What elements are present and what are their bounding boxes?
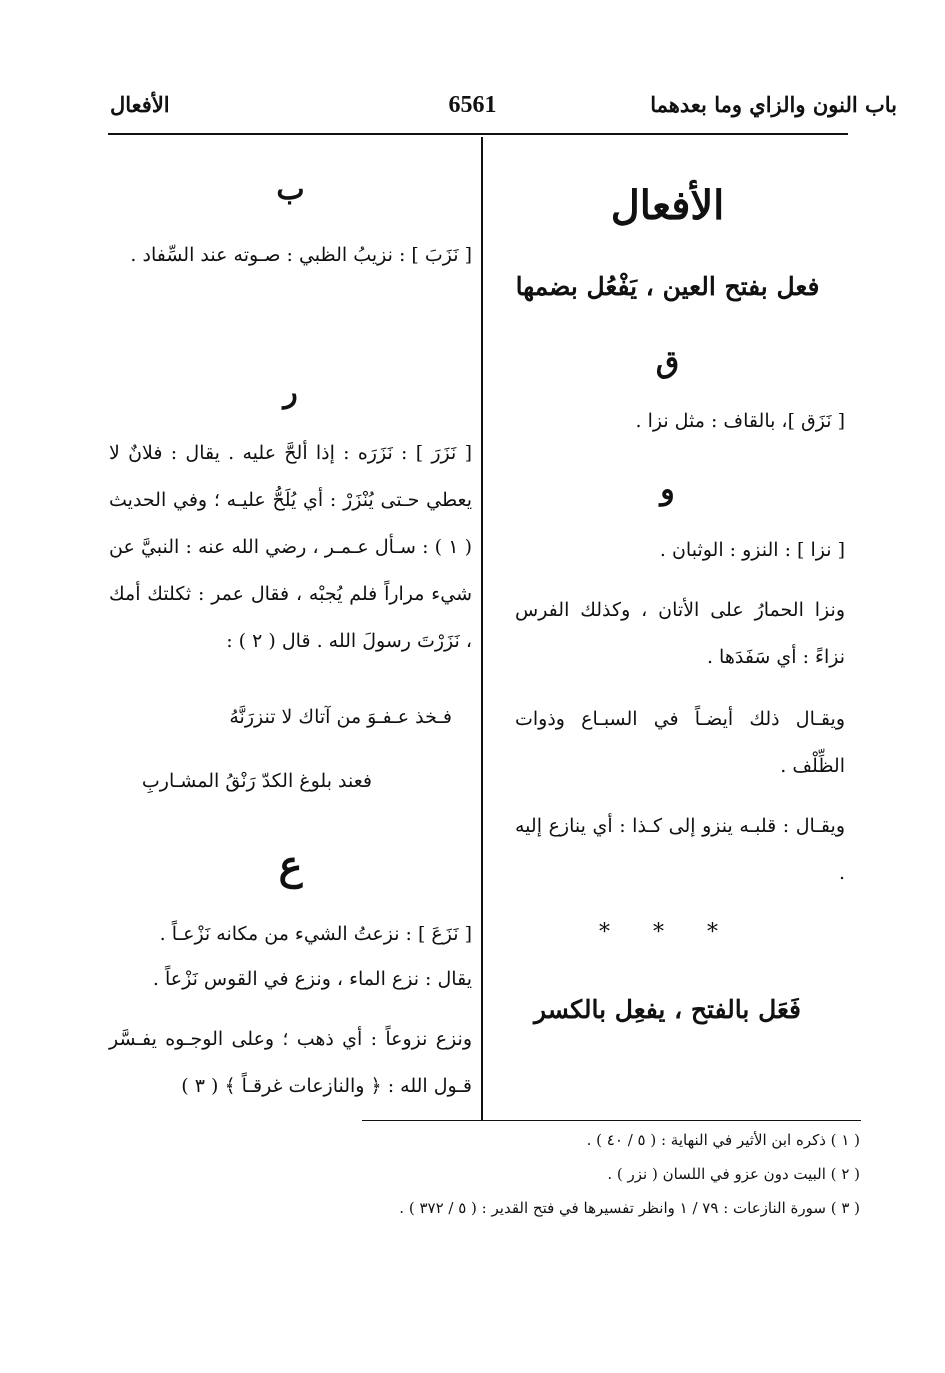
page-number: 6561 xyxy=(448,92,497,118)
footnote-rule xyxy=(362,1120,861,1121)
running-header-chapter: باب النون والزاي وما بعدهما xyxy=(650,92,897,117)
entry-nazar: [ نَزَرَ ] : نَزَرَه : إذا ألحَّ عليه . يقال : فلانٌ لا يعطي حـتى يُنْزَرْ : أي يُلَحُّ عليـه ؛ وفي الحديث ( ١ ) : سـأل عـمـر ، رضي الله عنه : النبيَّ عن شيء مراراً فلم يُجبْه ، فقال عمر : ثكلتك أمك ، نَزَرْتَ رسولَ الله . قال ( ٢ ) : xyxy=(109,442,473,652)
poem-verse-1: فـخذ عـفـوَ من آتاك لا تنزرَنَّهُ xyxy=(229,706,452,728)
section-subtitle-2: فَعَل بالفتح ، يفعِل بالكسر xyxy=(533,995,802,1024)
entry-naza-a-continued: يقال : نزع الماء ، ونزع في القوس نَزْعاً . xyxy=(152,968,472,990)
letter-heading-ba: ب xyxy=(276,172,305,207)
section-subtitle: فعل بفتح العين ، يَفْعُل بضمها xyxy=(515,272,820,301)
letter-heading-qaf: ق xyxy=(655,345,680,380)
section-separator-stars: * * * xyxy=(599,920,736,945)
section-title: الأفعال xyxy=(610,182,725,229)
entry-naza-a: [ نَزَعَ ] : نزعتُ الشيء من مكانه نَزْعـاً . xyxy=(159,923,472,945)
letter-heading-waw: و xyxy=(660,472,675,507)
poem-verse-2: فعند بلوغ الكدّ رَنْقُ المشـاربِ xyxy=(141,770,372,792)
running-header-section: الأفعال xyxy=(110,92,170,117)
header-rule xyxy=(108,133,848,135)
entry-naza: [ نزا ] : النزو : الوثبان . xyxy=(659,539,845,561)
entry-nuzu: ونزع نزوعاً : أي ذهب ؛ وعلى الوجـوه يفـسَّر قـول الله : ﴿ والنازعات غرقـاً ﴾ ( ٣ ) xyxy=(109,1028,472,1097)
entry-nazaq: [ نَزَق ]، بالقاف : مثل نزا . xyxy=(635,410,845,432)
letter-heading-ayn: ع xyxy=(278,842,303,889)
column-divider xyxy=(481,137,483,1120)
paragraph-qalbuhu: ويقـال : قلبـه ينزو إلى كـذا : أي ينازع إليه . xyxy=(515,815,845,884)
footnote-3: ( ٣ ) سورة النازعات : ٧٩ / ١ وانظر تفسيرها في فتح القدير : ( ٥ / ٣٧٢ ) . xyxy=(399,1199,860,1217)
paragraph-siba: ويقـال ذلك أيضـاً في السبـاع وذوات الظِّلْف . xyxy=(515,708,845,777)
entry-nazab: [ نَزَبَ ] : نزيبُ الظبي : صـوته عند السِّفاد . xyxy=(130,244,472,266)
paragraph-naza-hamar: ونزا الحمارُ على الأتان ، وكذلك الفرس نزاءً : أي سَفَدَها . xyxy=(515,599,845,668)
letter-heading-ra: ر xyxy=(283,375,298,410)
footnote-1: ( ١ ) ذكره ابن الأثير في النهاية : ( ٥ / ٤٠ ) . xyxy=(586,1131,860,1149)
footnote-2: ( ٢ ) البيت دون عزو في اللسان ( نزر ) . xyxy=(607,1165,860,1183)
